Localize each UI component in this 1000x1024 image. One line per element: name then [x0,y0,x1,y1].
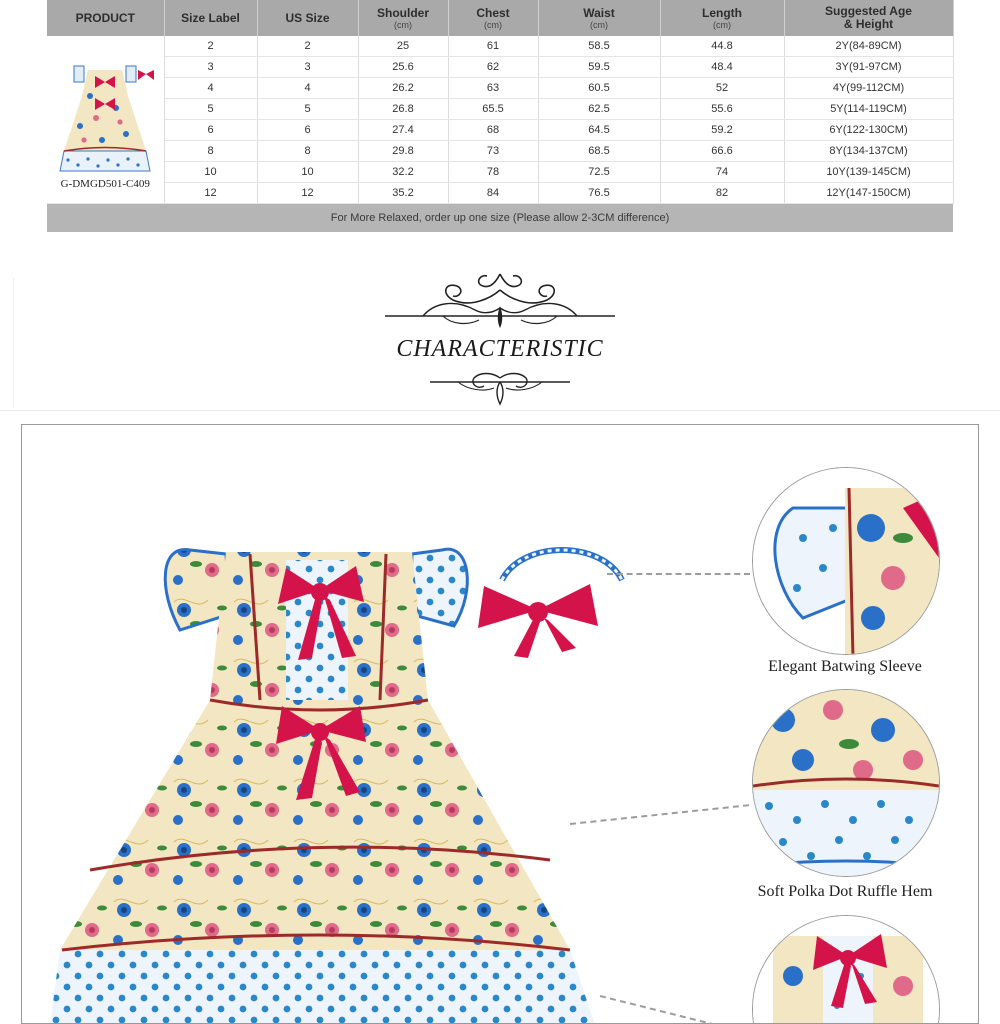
cell-age: 5Y(114-119CM) [784,99,953,120]
header-waist-unit: (cm) [590,19,608,30]
header-length-unit: (cm) [713,19,731,30]
cell-shoulder: 32.2 [358,162,448,183]
header-suggested-age [784,0,953,36]
table-row [47,99,953,120]
cell-chest: 78 [448,162,538,183]
table-row [47,36,953,57]
cell-length: 74 [660,162,784,183]
cell-waist: 59.5 [538,57,660,78]
cell-shoulder: 25 [358,36,448,57]
ornament-flourish-icon [383,268,617,332]
product-thumbnail-image [50,56,160,176]
cell-size-label: 5 [164,99,257,120]
cell-shoulder: 25.6 [358,57,448,78]
cell-chest: 73 [448,141,538,162]
table-row [47,162,953,183]
cell-us-size: 6 [257,120,358,141]
feature-panel [21,424,979,1024]
size-note: For More Relaxed, order up one size (Please allow 2-3CM difference) [47,204,953,233]
cell-shoulder: 35.2 [358,183,448,204]
cell-chest: 62 [448,57,538,78]
header-age-line1: Suggested Age [825,4,912,18]
cell-waist: 72.5 [538,162,660,183]
cell-shoulder: 26.8 [358,99,448,120]
cell-size-label: 2 [164,36,257,57]
header-length [660,0,784,36]
cell-size-label: 8 [164,141,257,162]
cell-chest: 63 [448,78,538,99]
section-heading: CHARACTERISTIC [396,336,604,362]
header-product: PRODUCT [47,0,164,36]
sleeve-leader-line [607,573,750,575]
cell-waist: 68.5 [538,141,660,162]
sleeve-detail-image [752,467,940,655]
cell-age: 10Y(139-145CM) [784,162,953,183]
product-code: G-DMGD501-C409 [60,178,150,190]
cell-us-size: 10 [257,162,358,183]
sleeve-feature-label: Elegant Batwing Sleeve [768,658,922,675]
section-divider [0,410,1000,411]
cell-waist: 76.5 [538,183,660,204]
ornament-small-flourish-icon [428,368,572,408]
cell-age: 8Y(134-137CM) [784,141,953,162]
header-chest-unit: (cm) [484,19,502,30]
cell-waist: 64.5 [538,120,660,141]
cell-length: 82 [660,183,784,204]
cell-size-label: 10 [164,162,257,183]
product-cell [47,36,164,204]
size-note-row [47,204,953,233]
table-row [47,78,953,99]
table-row [47,57,953,78]
size-chart-header-row [47,0,953,36]
table-row [47,183,953,204]
cell-chest: 65.5 [448,99,538,120]
cell-size-label: 3 [164,57,257,78]
cell-waist: 60.5 [538,78,660,99]
cell-size-label: 4 [164,78,257,99]
cell-chest: 61 [448,36,538,57]
table-row [47,120,953,141]
cell-age: 12Y(147-150CM) [784,183,953,204]
cell-shoulder: 26.2 [358,78,448,99]
header-age-line2: & Height [843,17,894,31]
cell-waist: 58.5 [538,36,660,57]
header-chest [448,0,538,36]
header-length-text: Length [702,5,742,20]
cell-age: 6Y(122-130CM) [784,120,953,141]
cell-shoulder: 29.8 [358,141,448,162]
cell-us-size: 2 [257,36,358,57]
cell-length: 44.8 [660,36,784,57]
size-chart-table [47,0,954,232]
cell-length: 52 [660,78,784,99]
header-shoulder-unit: (cm) [394,19,412,30]
cell-shoulder: 27.4 [358,120,448,141]
cell-size-label: 12 [164,183,257,204]
cell-length: 66.6 [660,141,784,162]
cell-age: 3Y(91-97CM) [784,57,953,78]
header-shoulder-text: Shoulder [376,5,429,20]
cell-us-size: 5 [257,99,358,120]
cell-chest: 84 [448,183,538,204]
header-chest-text: Chest [476,5,510,20]
headband-image [462,540,632,665]
cell-size-label: 6 [164,120,257,141]
bodice-leader-line [600,995,746,1024]
cell-length: 48.4 [660,57,784,78]
hem-detail-image [752,689,940,877]
header-size-label: Size Label [164,0,257,36]
header-shoulder [358,0,448,36]
cell-age: 4Y(99-112CM) [784,78,953,99]
cell-us-size: 12 [257,183,358,204]
cell-chest: 68 [448,120,538,141]
header-waist [538,0,660,36]
bodice-detail-image [752,915,940,1024]
cell-us-size: 4 [257,78,358,99]
hem-feature-label: Soft Polka Dot Ruffle Hem [757,883,933,900]
cell-length: 59.2 [660,120,784,141]
cell-age: 2Y(84-89CM) [784,36,953,57]
table-row [47,141,953,162]
cell-length: 55.6 [660,99,784,120]
cell-waist: 62.5 [538,99,660,120]
cell-us-size: 8 [257,141,358,162]
header-us-size: US Size [257,0,358,36]
cell-us-size: 3 [257,57,358,78]
header-waist-text: Waist [583,5,615,20]
